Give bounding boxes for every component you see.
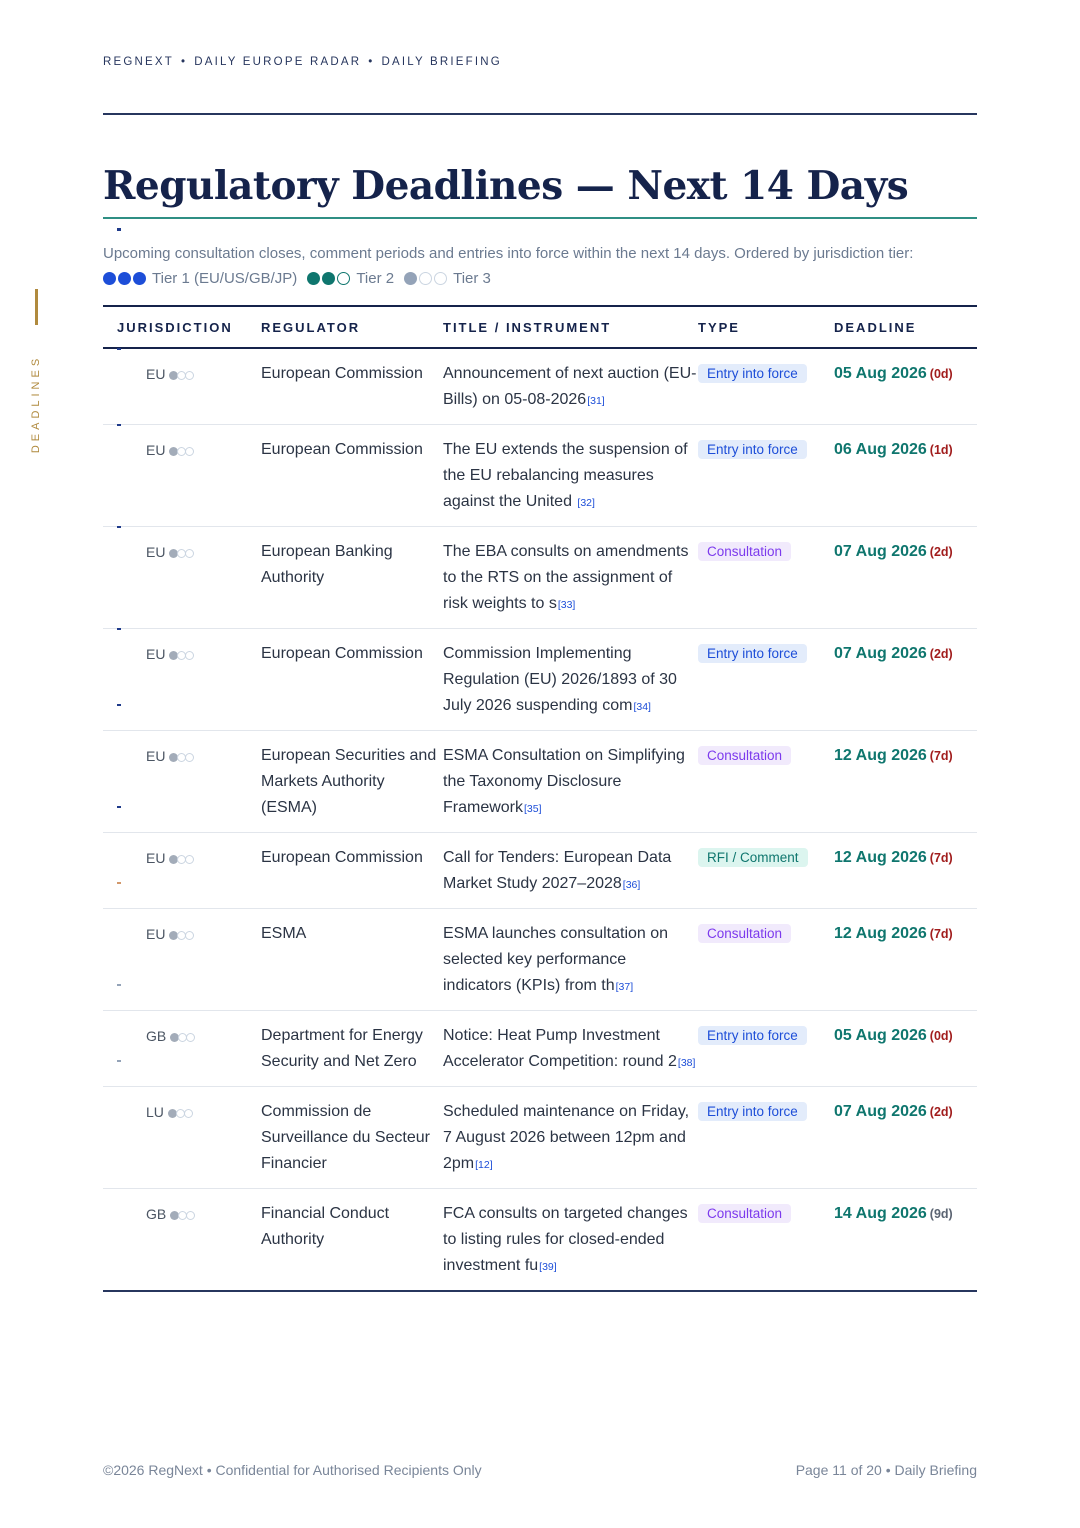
cell-jurisdiction: [103, 425, 261, 527]
cell-regulator: ESMA: [261, 909, 443, 1011]
jurisdiction-code: EU: [146, 544, 166, 560]
jurisdiction-tier-dots: [170, 1033, 194, 1042]
jurisdiction-tier-dots: [169, 931, 193, 940]
running-head-sep: •: [181, 56, 188, 68]
cell-deadline: [834, 1087, 977, 1189]
days-remaining: (7d): [929, 927, 953, 941]
days-remaining: (2d): [929, 1105, 953, 1119]
cell-title: [443, 731, 698, 833]
type-badge: RFI / Comment: [698, 848, 808, 867]
cell-regulator: European Commission: [261, 365, 423, 382]
cell-title: [443, 1189, 698, 1292]
instrument-title: Announcement of next auction (EU-Bills) on 05-08-2026: [443, 365, 697, 408]
cell-regulator: Financial Conduct Authority: [261, 1189, 443, 1292]
side-section-label: DEADLINES: [30, 354, 42, 454]
instrument-title: Scheduled maintenance on Friday, 7 August 2026 between 12pm and 2pm: [443, 1103, 690, 1172]
jurisdiction-tier-dots: [169, 549, 193, 558]
days-remaining: (2d): [929, 545, 953, 559]
deadline-date: 06 Aug 2026: [834, 441, 927, 458]
days-remaining: (0d): [929, 367, 953, 381]
type-badge: Entry into force: [698, 440, 807, 459]
reference-link[interactable]: [39]: [539, 1261, 557, 1273]
deadline-date: 12 Aug 2026: [834, 849, 927, 866]
cell-regulator: European Commission: [261, 425, 443, 527]
reference-link[interactable]: [33]: [557, 599, 576, 611]
instrument-title: The EU extends the suspension of the EU rebalancing measures against the United: [443, 441, 688, 510]
row-tick-mark: [117, 1060, 121, 1062]
days-remaining: (1d): [929, 443, 953, 457]
cell-regulator: Commission de Surveillance du Secteur Financier: [261, 1087, 443, 1189]
intro-text: Upcoming consultation closes, comment periods and entries into force within the next 14 days. Ordered by jurisdiction tier:: [103, 245, 914, 262]
reference-link[interactable]: [32]: [577, 497, 595, 509]
col-header-regulator: REGULATOR: [261, 306, 443, 348]
jurisdiction-tier-dots: [169, 651, 193, 660]
running-head-brand: REGNEXT: [103, 56, 174, 68]
col-header-title: TITLE / INSTRUMENT: [443, 306, 698, 348]
footer-page-info: Page 11 of 20 • Daily Briefing: [795, 1462, 977, 1478]
tier-dot-empty-icon: [185, 549, 194, 558]
tier-dot-empty-icon: [185, 753, 194, 762]
jurisdiction-code: EU: [146, 646, 166, 662]
type-badge: Entry into force: [698, 1102, 807, 1121]
jurisdiction-code: EU: [146, 926, 166, 942]
row-tick-mark: [117, 882, 121, 884]
side-accent-bar: [35, 289, 38, 325]
cell-type: [698, 909, 834, 1011]
instrument-title: Commission Implementing Regulation (EU) 2026/1893 of 30 July 2026 suspending com: [443, 645, 677, 714]
table-row: [103, 1087, 977, 1189]
row-tick-mark: [117, 526, 121, 528]
reference-link[interactable]: [37]: [615, 981, 634, 993]
type-badge: Consultation: [698, 746, 791, 765]
jurisdiction-code: EU: [146, 366, 166, 382]
cell-jurisdiction: [103, 1087, 261, 1189]
cell-jurisdiction: [103, 731, 261, 833]
tier-dot-empty-icon: [434, 272, 447, 285]
running-head-publication: DAILY EUROPE RADAR: [194, 56, 362, 68]
legend-tier-2-label: Tier 2: [356, 270, 395, 287]
jurisdiction-tier-dots: [169, 447, 193, 456]
row-tick-mark: [117, 424, 121, 426]
reference-link[interactable]: [36]: [622, 879, 641, 891]
instrument-title: Call for Tenders: European Data Market Study 2027–2028: [443, 849, 672, 892]
col-header-deadline: DEADLINE: [834, 306, 977, 348]
deadline-date: 07 Aug 2026: [834, 645, 927, 662]
running-head: [103, 56, 502, 68]
row-tick-mark: [117, 628, 121, 630]
cell-regulator: European Commission: [261, 629, 443, 731]
table-row: [103, 909, 977, 1011]
cell-type: [698, 731, 834, 833]
tier-dot-icon: [118, 272, 131, 285]
type-badge: Consultation: [698, 924, 791, 943]
deadline-date: 12 Aug 2026: [834, 925, 927, 942]
page-footer: [103, 1462, 977, 1478]
jurisdiction-code: EU: [146, 850, 166, 866]
days-remaining: (2d): [929, 647, 953, 661]
deadline-date: 07 Aug 2026: [834, 543, 927, 560]
type-badge: Entry into force: [698, 1026, 807, 1045]
legend-tier-2: [307, 266, 394, 291]
days-remaining: (0d): [929, 1029, 953, 1043]
cell-deadline: [834, 1011, 977, 1087]
tier-dot-empty-icon: [185, 371, 194, 380]
table-row: [103, 527, 977, 629]
tier-dot-empty-icon: [185, 931, 194, 940]
page-title: Regulatory Deadlines — Next 14 Days: [103, 163, 909, 209]
cell-title: [443, 629, 698, 731]
cell-type: [698, 527, 834, 629]
tier-dot-icon: [103, 272, 116, 285]
type-badge: Consultation: [698, 542, 791, 561]
tier-dot-empty-icon: [419, 272, 432, 285]
deadline-date: 12 Aug 2026: [834, 747, 927, 764]
instrument-title: FCA consults on targeted changes to listing rules for closed-ended investment fu: [443, 1205, 688, 1274]
cell-type: [698, 629, 834, 731]
jurisdiction-code: LU: [146, 1104, 164, 1120]
tier-dot-icon: [133, 272, 146, 285]
cell-type: [698, 348, 834, 425]
table-row: [103, 1189, 977, 1292]
jurisdiction-code: EU: [146, 748, 166, 764]
cell-deadline: [834, 909, 977, 1011]
cell-deadline: [834, 527, 977, 629]
cell-jurisdiction: [103, 348, 261, 425]
tier-dot-empty-icon: [337, 272, 350, 285]
legend-tier-3-label: Tier 3: [453, 270, 491, 287]
title-tick-mark: [117, 228, 121, 231]
deadline-date: 05 Aug 2026: [834, 1027, 927, 1044]
cell-type: [698, 1011, 834, 1087]
deadline-date: 07 Aug 2026: [834, 1103, 927, 1120]
row-tick-mark: [117, 348, 121, 350]
cell-title: [443, 833, 698, 909]
cell-deadline: [834, 833, 977, 909]
running-head-section: DAILY BRIEFING: [381, 56, 502, 68]
days-remaining: (7d): [929, 749, 953, 763]
cell-jurisdiction: [103, 629, 261, 731]
cell-deadline: [834, 425, 977, 527]
deadline-date: 05 Aug 2026: [834, 365, 927, 382]
reference-link[interactable]: [38]: [677, 1057, 696, 1069]
cell-title: [443, 425, 698, 527]
reference-link[interactable]: [12]: [475, 1159, 493, 1171]
table-row: [103, 1011, 977, 1087]
jurisdiction-code: GB: [146, 1028, 167, 1044]
table-row: [103, 833, 977, 909]
title-divider: [103, 217, 977, 219]
instrument-title: Notice: Heat Pump Investment Accelerator Competition: round 2: [443, 1027, 677, 1070]
cell-type: [698, 425, 834, 527]
cell-title: [443, 348, 698, 425]
instrument-title: ESMA Consultation on Simplifying the Taxonomy Disclosure Framework: [443, 747, 685, 816]
footer-copyright: ©2026 RegNext • Confidential for Authorised Recipients Only: [103, 1462, 482, 1478]
cell-title: [443, 1087, 698, 1189]
cell-title: [443, 527, 698, 629]
jurisdiction-tier-dots: [170, 1211, 194, 1220]
tier-dot-icon: [404, 272, 417, 285]
cell-deadline: [834, 629, 977, 731]
days-remaining: (7d): [929, 851, 953, 865]
cell-jurisdiction: [103, 833, 261, 909]
row-tick-mark: [117, 704, 121, 706]
cell-jurisdiction: [103, 909, 261, 1011]
legend-tier-3: [404, 266, 491, 291]
legend-tier-1: [103, 266, 297, 291]
cell-regulator: European Securities and Markets Authority (ESMA): [261, 731, 443, 833]
type-badge: Consultation: [698, 1204, 791, 1223]
legend-tier-1-label: Tier 1 (EU/US/GB/JP): [152, 270, 298, 287]
table-header: [103, 306, 977, 348]
cell-type: [698, 833, 834, 909]
tier-dot-empty-icon: [184, 1109, 193, 1118]
cell-regulator: European Banking Authority: [261, 527, 443, 629]
days-remaining: (9d): [929, 1207, 953, 1221]
cell-title: [443, 1011, 698, 1087]
type-badge: Entry into force: [698, 644, 807, 663]
col-header-type: TYPE: [698, 306, 834, 348]
jurisdiction-code: GB: [146, 1206, 167, 1222]
jurisdiction-code: EU: [146, 442, 166, 458]
cell-deadline: [834, 348, 977, 425]
deadlines-table: [103, 305, 977, 1292]
cell-deadline: [834, 731, 977, 833]
cell-title: [443, 909, 698, 1011]
reference-link[interactable]: [35]: [524, 803, 542, 815]
tier-dot-empty-icon: [186, 1033, 195, 1042]
intro-paragraph: [103, 241, 977, 291]
table-row: [103, 629, 977, 731]
table-row: [103, 731, 977, 833]
cell-regulator: European Commission: [261, 833, 443, 909]
instrument-title: ESMA launches consultation on selected key performance indicators (KPIs) from th: [443, 925, 669, 994]
running-head-sep: •: [368, 56, 375, 68]
tier-dot-icon: [322, 272, 335, 285]
tier-dot-empty-icon: [185, 447, 194, 456]
tier-dot-empty-icon: [185, 651, 194, 660]
reference-link[interactable]: [31]: [587, 395, 605, 407]
cell-jurisdiction: [103, 1189, 261, 1292]
reference-link[interactable]: [34]: [633, 701, 651, 713]
tier-dot-icon: [307, 272, 320, 285]
type-badge: Entry into force: [698, 364, 807, 383]
cell-jurisdiction: [103, 1011, 261, 1087]
table-row: [103, 348, 977, 425]
row-tick-mark: [117, 984, 121, 986]
jurisdiction-tier-dots: [169, 371, 193, 380]
cell-jurisdiction: [103, 527, 261, 629]
col-header-jurisdiction: JURISDICTION: [103, 306, 261, 348]
header-divider: [103, 113, 977, 115]
cell-deadline: [834, 1189, 977, 1292]
cell-type: [698, 1087, 834, 1189]
cell-regulator: Department for Energy Security and Net Zero: [261, 1011, 443, 1087]
deadline-date: 14 Aug 2026: [834, 1205, 927, 1222]
cell-type: [698, 1189, 834, 1292]
table-row: [103, 425, 977, 527]
tier-dot-empty-icon: [185, 855, 194, 864]
tier-dot-empty-icon: [186, 1211, 195, 1220]
row-tick-mark: [117, 806, 121, 808]
jurisdiction-tier-dots: [169, 855, 193, 864]
instrument-title: The EBA consults on amendments to the RTS on the assignment of risk weights to s: [443, 543, 689, 612]
jurisdiction-tier-dots: [169, 753, 193, 762]
table-body: [103, 348, 977, 1291]
jurisdiction-tier-dots: [168, 1109, 192, 1118]
tier-legend: [103, 266, 977, 291]
